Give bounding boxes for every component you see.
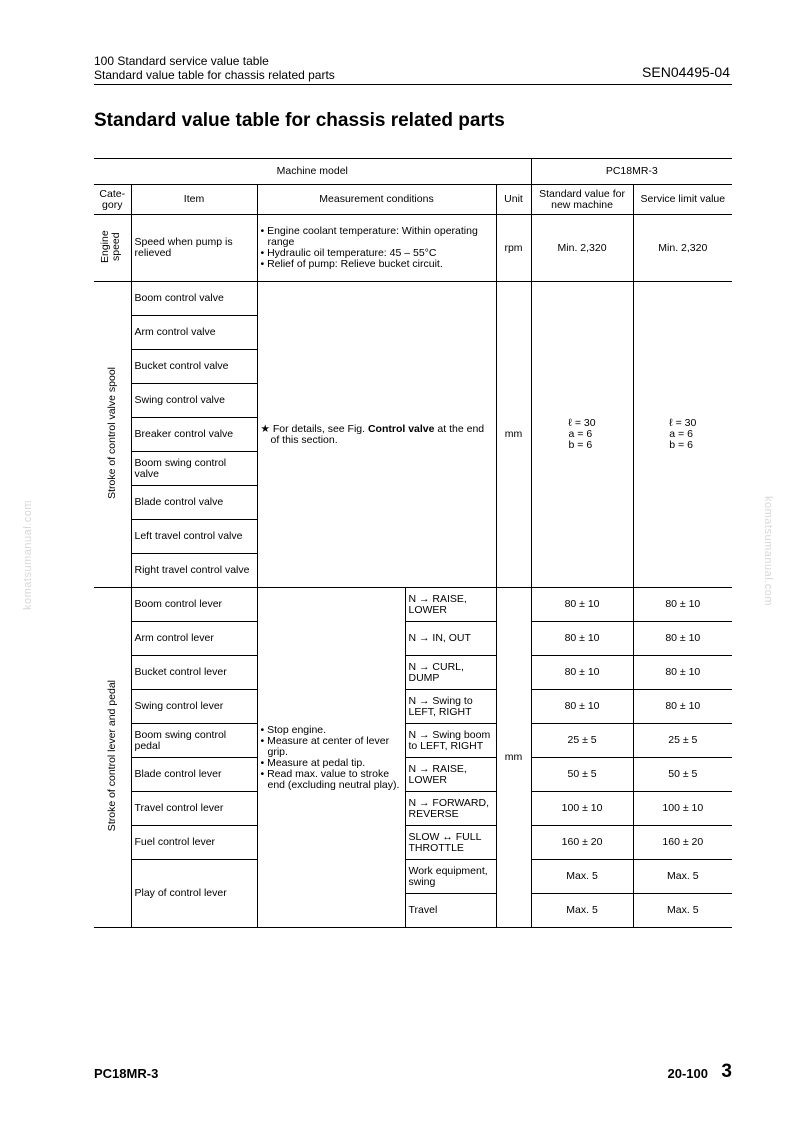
header-category: Cate- gory (94, 185, 131, 215)
machine-model-value: PC18MR-3 (531, 159, 732, 185)
direction-cell: Work equipment, swing (405, 860, 496, 894)
watermark-right: komatsumanual.com (762, 496, 774, 606)
unit-engine-speed: rpm (496, 215, 531, 282)
table-row (94, 860, 732, 894)
direction-cell: N → RAISE, LOWER (405, 588, 496, 622)
condition-line: • Stop engine. (260, 723, 327, 736)
item-lever: Bucket control lever (131, 656, 257, 690)
item-boom-control-valve: Boom control valve (131, 282, 257, 316)
engine-speed-row (94, 215, 732, 282)
table-row (94, 690, 732, 724)
direction-cell: N → Swing boom to LEFT, RIGHT (405, 724, 496, 758)
footer-page-number: 3 (721, 1061, 732, 1082)
standard-value-cell: Max. 5 (531, 894, 633, 928)
item-engine-speed: Speed when pump is relieved (131, 215, 257, 282)
direction-cell: Travel (405, 894, 496, 928)
table-row (94, 826, 732, 860)
condition-line: • Measure at pedal tip. (260, 756, 366, 769)
table-row (94, 588, 732, 622)
limit-value-cell: 80 ± 10 (633, 622, 732, 656)
item-arm-control-valve: Arm control valve (131, 316, 257, 350)
standard-value-cell: 80 ± 10 (531, 690, 633, 724)
header-conditions: Measurement conditions (257, 185, 496, 215)
standard-spool: ℓ = 30 a = 6 b = 6 (531, 282, 633, 588)
item-lever: Swing control lever (131, 690, 257, 724)
limit-value-cell: 50 ± 5 (633, 758, 732, 792)
limit-value-cell: Max. 5 (633, 860, 732, 894)
item-blade-control-valve: Blade control valve (131, 486, 257, 520)
page-title: Standard value table for chassis related parts (94, 110, 505, 131)
direction-cell: N → IN, OUT (405, 622, 496, 656)
limit-value-cell: 100 ± 10 (633, 792, 732, 826)
standard-value-cell: 80 ± 10 (531, 588, 633, 622)
header-standard-value: Standard value for new machine (531, 185, 633, 215)
standard-value-cell: 25 ± 5 (531, 724, 633, 758)
table-row (94, 758, 732, 792)
condition-line: • Relief of pump: Relieve bucket circuit. (260, 258, 443, 270)
table-row (94, 724, 732, 758)
limit-value-cell: 80 ± 10 (633, 690, 732, 724)
standard-value-cell: 160 ± 20 (531, 826, 633, 860)
table-row (94, 282, 732, 316)
standard-engine-speed: Min. 2,320 (531, 215, 633, 282)
standard-value-cell: Max. 5 (531, 860, 633, 894)
item-right-travel-control-valve: Right travel control valve (131, 554, 257, 588)
direction-cell: N → RAISE, LOWER (405, 758, 496, 792)
limit-spool: ℓ = 30 a = 6 b = 6 (633, 282, 732, 588)
item-lever: Boom control lever (131, 588, 257, 622)
header-item: Item (131, 185, 257, 215)
conditions-engine-speed (257, 215, 496, 282)
direction-cell: N → CURL, DUMP (405, 656, 496, 690)
category-lever-stroke: Stroke of control lever and pedal (94, 588, 131, 928)
standard-value-cell: 80 ± 10 (531, 656, 633, 690)
header-rule (94, 84, 732, 85)
item-bucket-control-valve: Bucket control valve (131, 350, 257, 384)
standard-value-cell: 100 ± 10 (531, 792, 633, 826)
limit-value-cell: 80 ± 10 (633, 588, 732, 622)
header-service-limit: Service limit value (633, 185, 732, 215)
column-header-row (94, 185, 732, 215)
watermark-left: komatsumanual.com (22, 500, 34, 610)
category-engine-speed: Engine speed (94, 215, 131, 282)
conditions-lever (257, 588, 405, 928)
condition-line: • Engine coolant temperature: Within operating range (260, 225, 478, 248)
item-lever: Blade control lever (131, 758, 257, 792)
table-row (94, 622, 732, 656)
limit-value-cell: Max. 5 (633, 894, 732, 928)
condition-line: • Read max. value to stroke end (excluding neutral play). (260, 767, 400, 791)
footer-page-code: 20-100 (667, 1066, 708, 1081)
direction-cell: N → Swing to LEFT, RIGHT (405, 690, 496, 724)
unit-lever: mm (496, 588, 531, 928)
item-breaker-control-valve: Breaker control valve (131, 418, 257, 452)
table-row (94, 656, 732, 690)
item-lever: Arm control lever (131, 622, 257, 656)
direction-cell: N → FORWARD, REVERSE (405, 792, 496, 826)
item-left-travel-control-valve: Left travel control valve (131, 520, 257, 554)
item-lever: Boom swing control pedal (131, 724, 257, 758)
category-spool-stroke: Stroke of control valve spool (94, 282, 131, 588)
limit-value-cell: 80 ± 10 (633, 656, 732, 690)
item-lever: Travel control lever (131, 792, 257, 826)
conditions-spool: ★ For details, see Fig. Control valve at the end of this section. (257, 282, 496, 588)
table-row (94, 792, 732, 826)
limit-engine-speed: Min. 2,320 (633, 215, 732, 282)
standard-value-cell: 50 ± 5 (531, 758, 633, 792)
machine-model-label: Machine model (94, 159, 531, 185)
header-subsection-title: Standard value table for chassis related parts (94, 68, 335, 82)
standard-value-table (94, 158, 732, 928)
condition-line: • Measure at center of lever grip. (260, 734, 390, 758)
header-unit: Unit (496, 185, 531, 215)
direction-cell: SLOW ↔ FULL THROTTLE (405, 826, 496, 860)
document-code: SEN04495-04 (642, 64, 730, 80)
unit-spool: mm (496, 282, 531, 588)
item-play-of-control-lever: Play of control lever (131, 860, 257, 928)
condition-line: • Hydraulic oil temperature: 45 – 55°C (260, 247, 437, 259)
footer-model: PC18MR-3 (94, 1066, 159, 1081)
standard-value-cell: 80 ± 10 (531, 622, 633, 656)
item-swing-control-valve: Swing control valve (131, 384, 257, 418)
machine-model-row (94, 159, 732, 185)
limit-value-cell: 25 ± 5 (633, 724, 732, 758)
item-boom-swing-control-valve: Boom swing control valve (131, 452, 257, 486)
header-section-title: 100 Standard service value table (94, 54, 269, 68)
item-lever: Fuel control lever (131, 826, 257, 860)
limit-value-cell: 160 ± 20 (633, 826, 732, 860)
